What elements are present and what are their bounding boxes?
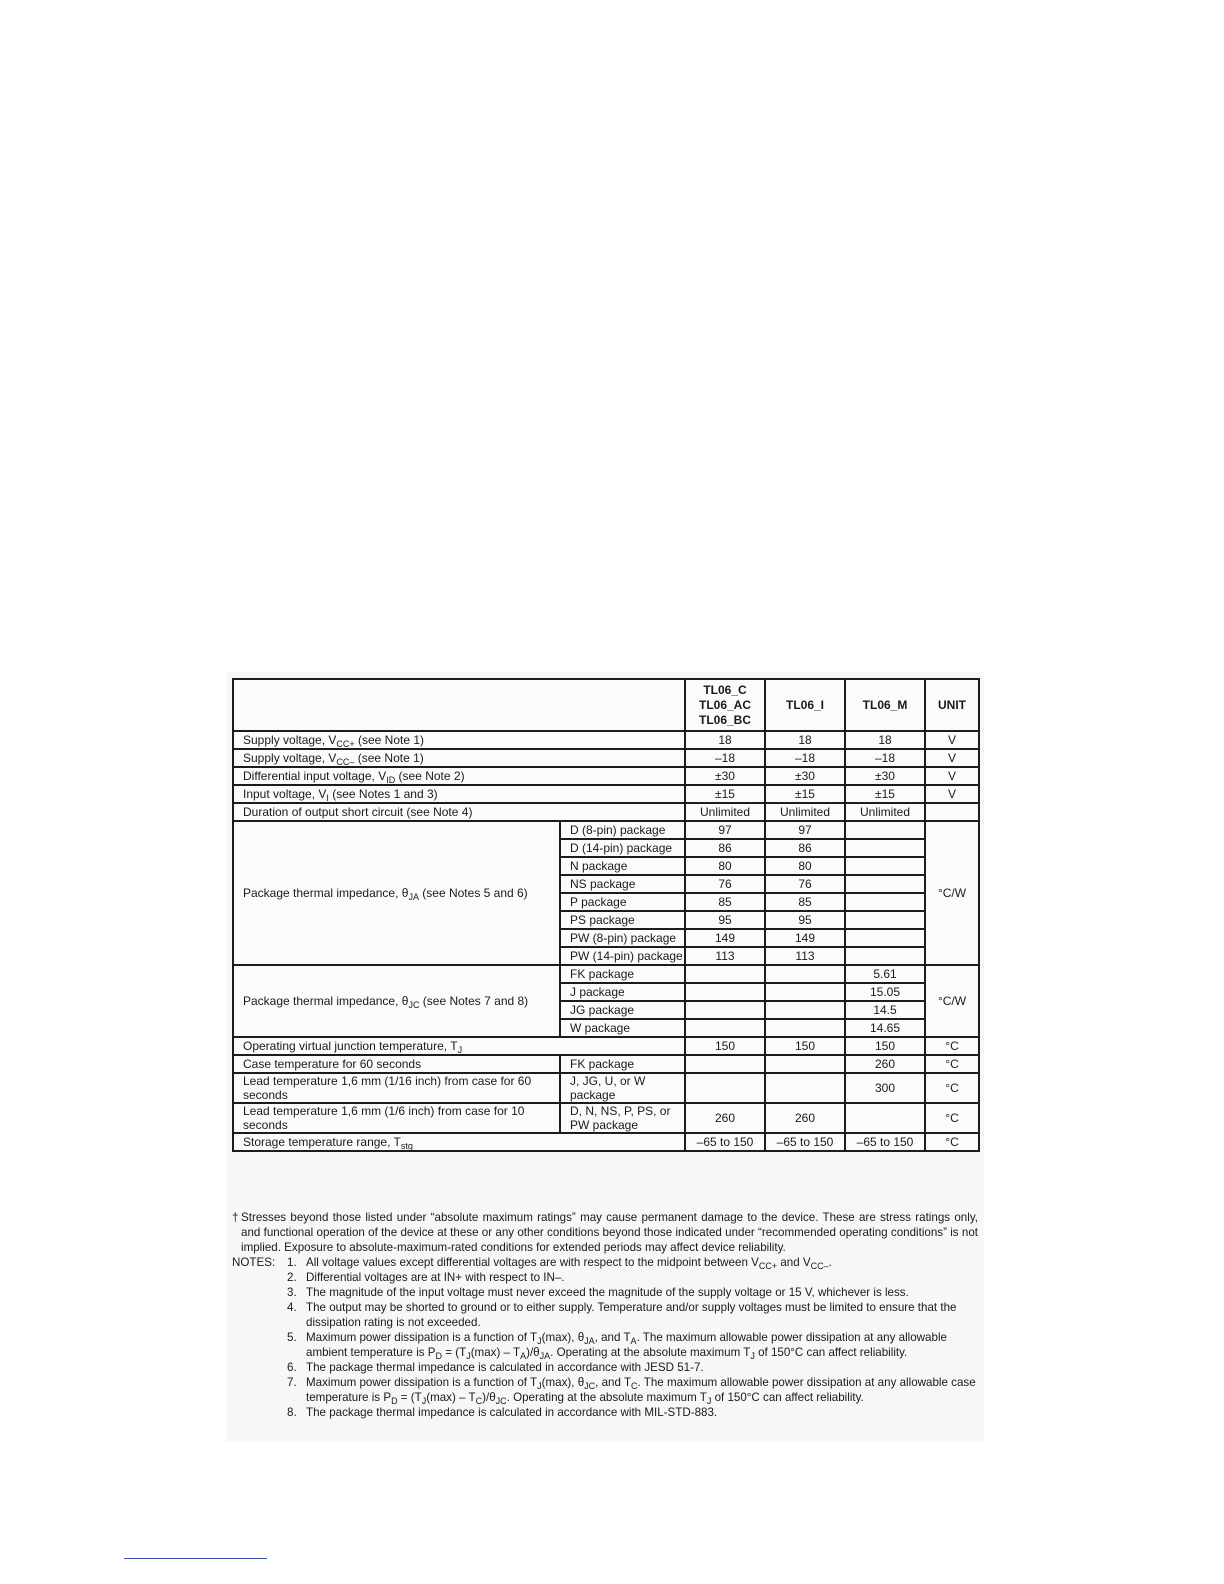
package-name: N package [560,857,685,875]
table-row [233,1103,979,1133]
unit: °C [925,1133,979,1151]
header-col-c-line1: TL06_C [703,682,747,697]
value-i: 85 [765,893,845,911]
unit: °C [925,1103,979,1133]
value-i [765,1019,845,1037]
value-i: 149 [765,929,845,947]
note-text: Maximum power dissipation is a function of $T_J(\max)$, $\theta_{JC}$, and $T_C$. The maximum allowable power dissipation at any allowable case temperature is $P_D = (T_J(\max) - T_C)/\theta_{JC}$. Operating at the absolute maximum $T_J$ of 150°C can affect reliability. [306,1376,976,1406]
value-m: –18 [845,749,925,767]
table-row [233,767,979,785]
value-i: –18 [765,749,845,767]
param-label: Lead temperature 1,6 mm (1/16 inch) from case for 60 seconds [233,1073,560,1103]
table-row [233,1037,979,1055]
header-col-c-line2: TL06_AC [698,697,751,712]
unit: V [925,785,979,803]
header-col-m: TL06_M [845,679,925,731]
param-label: Supply voltage, $V_{CC-}$ (see Note 1) [233,749,685,767]
note-text: The magnitude of the input voltage must never exceed the magnitude of the supply voltage or 15 V, whichever is less. [306,1286,909,1299]
note-number: 8. [287,1406,297,1419]
package-name: D (8-pin) package [560,821,685,839]
notes-block [232,1255,978,1420]
note-item [287,1300,978,1330]
value-m: 14.5 [845,1001,925,1019]
value-c: ±15 [685,785,765,803]
value-c: 260 [685,1103,765,1133]
note-item [287,1375,978,1405]
table-row [233,1133,979,1151]
value-i [765,983,845,1001]
value-c: 97 [685,821,765,839]
header-col-unit: UNIT [925,679,979,731]
value-c: 95 [685,911,765,929]
value-c: 18 [685,731,765,749]
note-number: 7. [287,1376,297,1389]
package-name: FK package [560,1055,685,1073]
value-m [845,821,925,839]
value-i: 76 [765,875,845,893]
unit: °C [925,1073,979,1103]
note-item [287,1270,978,1285]
value-i: 113 [765,947,845,965]
value-m [845,893,925,911]
note-item [287,1285,978,1300]
param-label: Differential input voltage, $V_{ID}$ (see Note 2) [233,767,685,785]
value-m [845,947,925,965]
param-label-theta-jc: Package thermal impedance, $\theta_{JC}$ (see Notes 7 and 8) [233,965,560,1037]
note-number: 5. [287,1331,297,1344]
unit: V [925,767,979,785]
value-i: –65 to 150 [765,1133,845,1151]
package-name: J, JG, U, or W package [560,1073,685,1103]
value-m [845,929,925,947]
unit: °C [925,1037,979,1055]
value-i: Unlimited [765,803,845,821]
param-label: Case temperature for 60 seconds [233,1055,560,1073]
note-item [287,1330,978,1360]
param-label: Storage temperature range, $T_{stg}$ [233,1133,685,1151]
value-c [685,1073,765,1103]
param-label: Input voltage, $V_I$ (see Notes 1 and 3) [233,785,685,803]
value-i: 150 [765,1037,845,1055]
dagger-mark: † [232,1211,239,1224]
value-c [685,1019,765,1037]
value-m: 300 [845,1073,925,1103]
note-text: The package thermal impedance is calculated in accordance with JESD 51-7. [306,1361,704,1374]
note-number: 2. [287,1271,297,1284]
package-name: D, N, NS, P, PS, or PW package [560,1103,685,1133]
table-row [233,1055,979,1073]
table-row [233,1073,979,1103]
value-i: 80 [765,857,845,875]
note-number: 4. [287,1301,297,1314]
header-col-i: TL06_I [765,679,845,731]
note-number: 1. [287,1256,297,1269]
value-i [765,1055,845,1073]
table-row [233,731,979,749]
notes-label: NOTES: [232,1256,276,1269]
note-text: Differential voltages are at IN+ with respect to IN–. [306,1271,565,1284]
package-name: FK package [560,965,685,983]
value-c [685,1001,765,1019]
note-number: 3. [287,1286,297,1299]
note-text: All voltage values except differential voltages are with respect to the midpoint between $V_{CC+}$ and $V_{CC-}$. [306,1256,832,1271]
value-c: –18 [685,749,765,767]
notes-list [287,1255,978,1420]
value-m: ±15 [845,785,925,803]
value-i: 97 [765,821,845,839]
value-m [845,875,925,893]
note-item [287,1405,978,1420]
table-row [233,785,979,803]
value-m: ±30 [845,767,925,785]
value-i: 86 [765,839,845,857]
table-row [233,803,979,821]
value-m: –65 to 150 [845,1133,925,1151]
value-m [845,857,925,875]
package-name: PW (14-pin) package [560,947,685,965]
param-label-theta-ja: Package thermal impedance, $\theta_{JA}$ (see Notes 5 and 6) [233,821,560,965]
header-row [233,679,979,731]
value-m [845,911,925,929]
param-label: Operating virtual junction temperature, $T_J$ [233,1037,685,1055]
unit: °C/W [925,821,979,965]
table-row [233,749,979,767]
table-row [233,821,979,839]
param-label: Duration of output short circuit (see Note 4) [233,803,685,821]
value-i: 260 [765,1103,845,1133]
param-label: Lead temperature 1,6 mm (1/6 inch) from case for 10 seconds [233,1103,560,1133]
footnote-separator-rule [124,1558,267,1559]
header-blank-cell [233,679,685,731]
value-c: 149 [685,929,765,947]
value-i [765,1073,845,1103]
param-label: Supply voltage, $V_{CC+}$ (see Note 1) [233,731,685,749]
value-m [845,1103,925,1133]
value-c: Unlimited [685,803,765,821]
value-m: 260 [845,1055,925,1073]
value-c: 150 [685,1037,765,1055]
value-c [685,965,765,983]
package-name: JG package [560,1001,685,1019]
header-col-c [685,679,765,731]
package-name: NS package [560,875,685,893]
value-m: Unlimited [845,803,925,821]
note-text: The package thermal impedance is calculated in accordance with MIL-STD-883. [306,1406,718,1419]
absolute-max-ratings-table [232,678,980,1152]
value-m: 14.65 [845,1019,925,1037]
value-c: 113 [685,947,765,965]
note-text: Maximum power dissipation is a function of $T_J(\max)$, $\theta_{JA}$, and $T_A$. The maximum allowable power dissipation at any allowable ambient temperature is $P_D = (T_J(\max) - T_A)/\theta_{JA}$. Operating at the absolute maximum $T_J$ of 150°C can affect reliability. [306,1331,947,1361]
value-c: 85 [685,893,765,911]
note-number: 6. [287,1361,297,1374]
value-c: 86 [685,839,765,857]
package-name: P package [560,893,685,911]
value-c: ±30 [685,767,765,785]
package-name: J package [560,983,685,1001]
dagger-text: Stresses beyond those listed under “absolute maximum ratings” may cause permanent damage to the device. These are stress ratings only, and functional operation of the device at these or any other conditions beyond those indicated under “recommended operating conditions” is not implied. Exposure to absolute-maximum-rated conditions for extended periods may affect device reliability. [241,1211,978,1254]
unit: °C/W [925,965,979,1037]
value-c: 76 [685,875,765,893]
package-name: PS package [560,911,685,929]
table-row [233,965,979,983]
header-col-c-line3: TL06_BC [698,712,751,727]
value-c [685,983,765,1001]
unit: V [925,731,979,749]
note-item [287,1360,978,1375]
unit: °C [925,1055,979,1073]
value-m [845,839,925,857]
value-c [685,1055,765,1073]
unit [925,803,979,821]
package-name: D (14-pin) package [560,839,685,857]
note-item [287,1255,978,1270]
value-i [765,965,845,983]
unit: V [925,749,979,767]
value-m: 18 [845,731,925,749]
dagger-footnote [232,1210,978,1255]
value-i: 95 [765,911,845,929]
package-name: PW (8-pin) package [560,929,685,947]
value-i [765,1001,845,1019]
value-m: 150 [845,1037,925,1055]
value-m: 15.05 [845,983,925,1001]
note-text: The output may be shorted to ground or to either supply. Temperature and/or supply voltages must be limited to ensure that the dissipation rating is not exceeded. [306,1301,957,1329]
package-name: W package [560,1019,685,1037]
footnotes [232,1210,978,1420]
value-i: ±30 [765,767,845,785]
value-c: –65 to 150 [685,1133,765,1151]
value-i: 18 [765,731,845,749]
value-m: 5.61 [845,965,925,983]
value-i: ±15 [765,785,845,803]
value-c: 80 [685,857,765,875]
